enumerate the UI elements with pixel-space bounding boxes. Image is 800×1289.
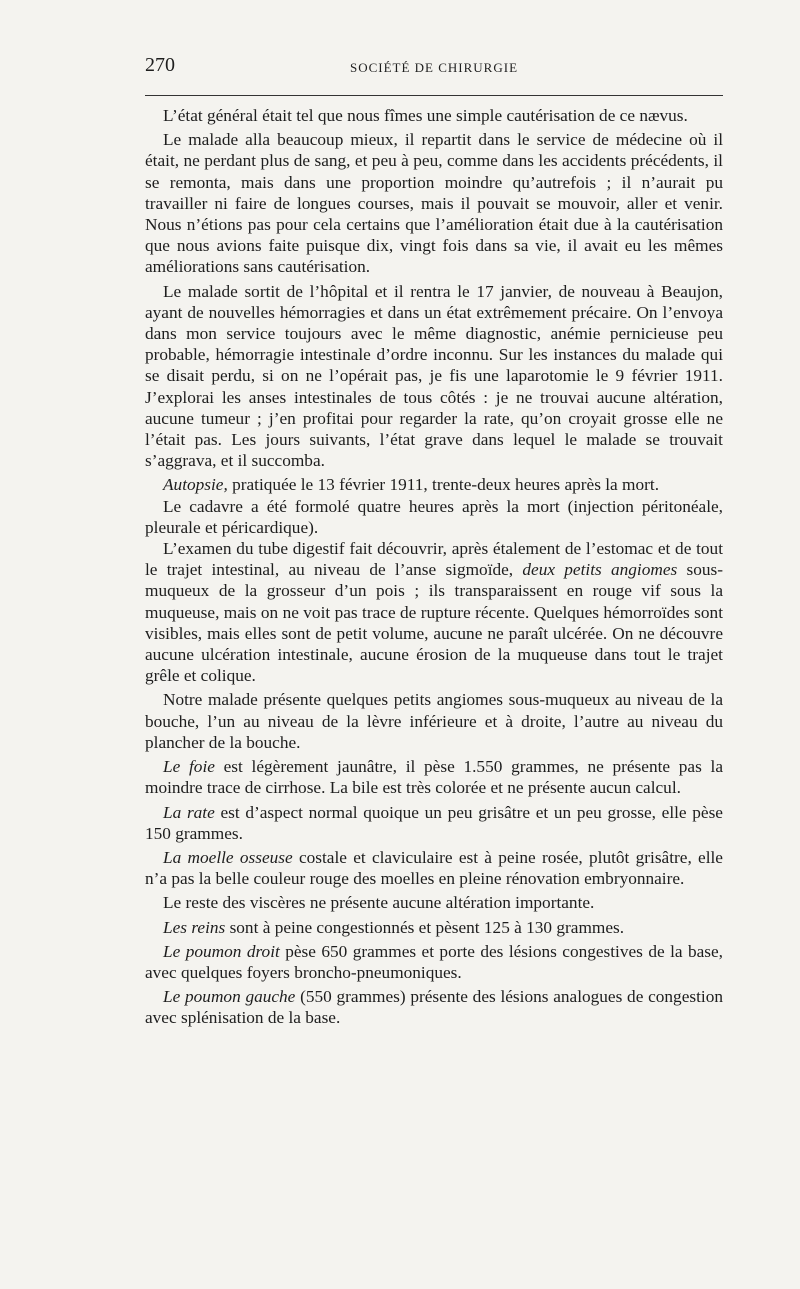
paragraph-cauterisation: L’état général était tel que nous fîmes une simple cautérisation de ce nævus. <box>163 106 688 125</box>
paragraph-reins: Les reins sont à peine congestionnés et pèsent 125 à 130 grammes. <box>163 917 625 937</box>
paragraph-amelioration: Le malade alla beaucoup mieux, il repartit dans le service de médecine où il était, ne perdant plus de sang, et peu à peu, comme dans les accidents précédents, il se remonta, mais dans une proportion moindre qu’autrefois ; il n’aurait pu travailler ni faire de longues courses, mais il pouvait se mouvoir, aller et venir. Nous n’étions pas pour cela certains que l’amélioration était due à la cautérisation que nous avions faite puisque dix, vingt fois dans sa vie, il avait eu les mêmes améliorations sans cautérisation. <box>145 130 723 277</box>
paragraph-autopsie: Autopsie, pratiquée le 13 février 1911, trente-deux heures après la mort. <box>163 475 660 495</box>
header-rule <box>145 95 723 96</box>
paragraph-bouche: Notre malade présente quelques petits angiomes sous-muqueux au niveau de la bouche, l’un au niveau de la lèvre inférieure et à droite, l’autre au niveau du plancher de la bouche. <box>145 690 723 752</box>
section-label: La moelle osseuse <box>163 847 293 867</box>
paragraph-poumon-gauche: Le poumon gauche (550 grammes) présente des lésions analogues de congestion avec splénisation de la base. <box>145 987 723 1028</box>
section-label: La rate <box>163 802 215 822</box>
paragraph-rate: La rate est d’aspect normal quoique un peu grisâtre et un peu grosse, elle pèse 150 grammes. <box>145 802 723 843</box>
section-label: deux petits angiomes <box>522 560 678 580</box>
section-label: Autopsie, <box>163 475 228 495</box>
paragraph-foie: Le foie est légèrement jaunâtre, il pèse 1.550 grammes, ne présente pas la moindre trace de cirrhose. La bile est très colorée et ne présente aucun calcul. <box>145 757 724 798</box>
section-label: Les reins <box>163 917 226 937</box>
page-number: 270 <box>145 54 175 76</box>
paragraph-laparotomie: Le malade sortit de l’hôpital et il rentra le 17 janvier, de nouveau à Beaujon, ayant de nouvelles hémorragies et dans un état extrêmement précaire. On l’envoya dans mon service toujours avec le même diagnostic, anémie pernicieuse peu probable, hémorragie intestinale d’ordre inconnu. Sur les instances du malade qui se disait perdu, si on ne l’opérait pas, je fis une laparotomie le 9 février 1911. J’explorai les anses intestinales de tous côtés : je ne trouvai aucune altération, aucune tumeur ; j’en profitai pour regarder la rate, qu’on croyait grosse elle ne l’était pas. Les jours suivants, l’état grave dans lequel le malade se trouvait s’aggrava, et il succomba. <box>145 281 723 471</box>
body-text <box>145 105 723 1029</box>
paragraph-visceres: Le reste des viscères ne présente aucune altération importante. <box>163 893 595 913</box>
running-head: SOCIÉTÉ DE CHIRURGIE <box>349 60 519 75</box>
section-label: Le poumon gauche <box>163 987 296 1007</box>
paragraph-moelle: La moelle osseuse costale et claviculaire est à peine rosée, plutôt grisâtre, elle n’a pas la belle couleur rouge des moelles en pleine rénovation embryonnaire. <box>145 847 723 889</box>
section-label: Le foie <box>163 757 215 777</box>
page-header <box>145 54 723 82</box>
paragraph-poumon-droit: Le poumon droit pèse 650 grammes et porte des lésions congestives de la base, avec quelques foyers broncho-pneumoniques. <box>145 941 724 982</box>
paragraph-cadavre: Le cadavre a été formolé quatre heures après la mort (injection péritonéale, pleurale et péricardique). <box>145 496 723 537</box>
paragraph-tube-digestif: L’examen du tube digestif fait découvrir, après étalement de l’estomac et de tout le trajet intestinal, au niveau de l’anse sigmoïde, deux petits angiomes sous-muqueux de la grosseur d’un pois ; ils transparaissent en rouge vif sous la muqueuse, mais on ne voit pas trace de rupture récente. Quelques hémorroïdes sont visibles, mais elles sont de petit volume, aucune ne paraît ulcérée. On ne découvre aucune ulcération intestinale, aucune érosion de la muqueuse dans tout le trajet grêle et colique. <box>145 539 724 686</box>
section-label: Le poumon droit <box>163 941 280 961</box>
